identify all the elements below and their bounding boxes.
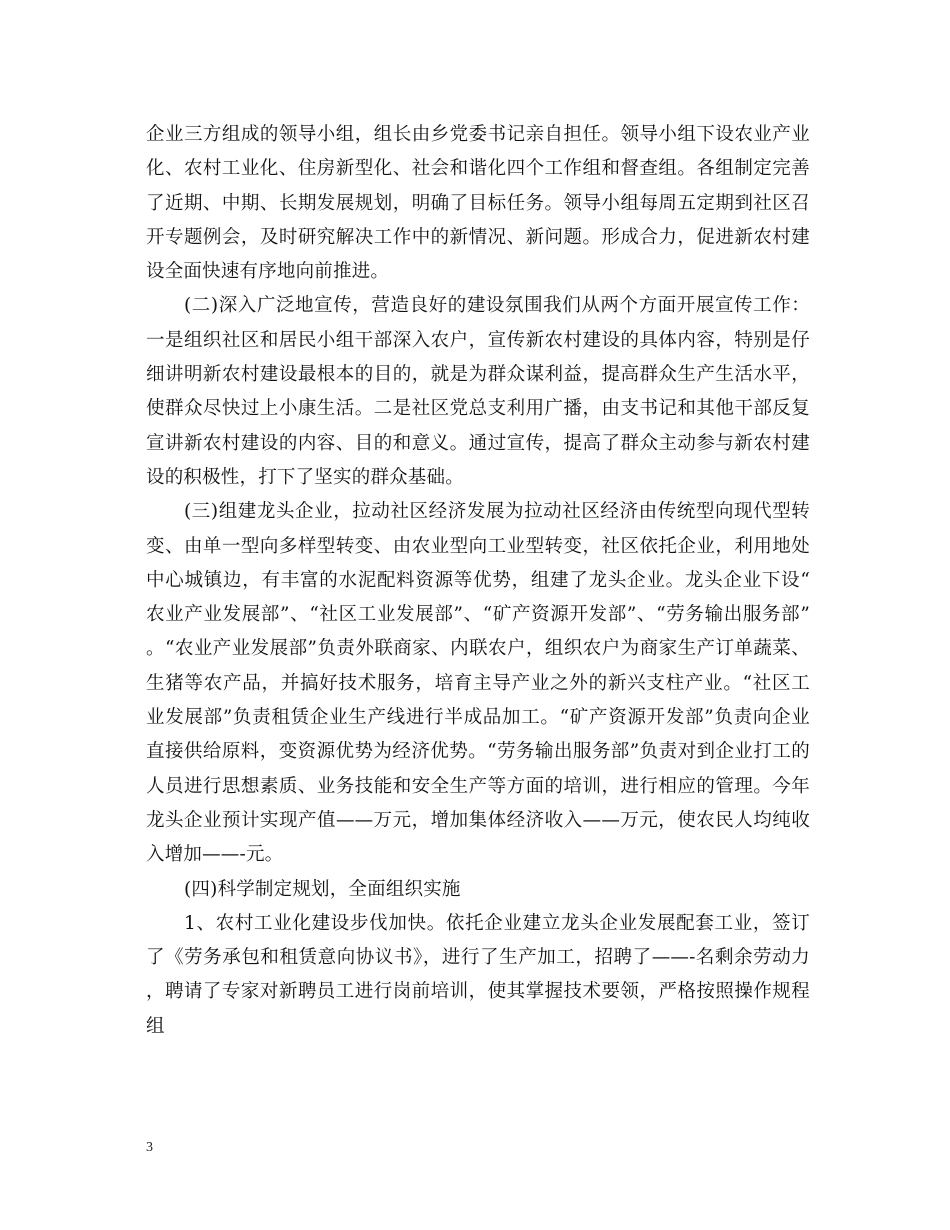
- paragraph-leading-enterprise: (三)组建龙头企业，拉动社区经济发展为拉动社区经济由传统型向现代型转变、由单一型向多样型转变、由农业型向工业型转变，社区依托企业，利用地处中心城镇边，有丰富的水泥配料资源等优势，组建了龙头企业。龙头企业下设“农业产业发展部”、“社区工业发展部”、“矿产资源开发部”、“劳务输出服务部”。“农业产业发展部”负责外联商家、内联农户，组织农户为商家生产订单蔬菜、生猪等农产品，并搞好技术服务，培育主导产业之外的新兴支柱产业。“社区工业发展部”负责租赁企业生产线进行半成品加工。“矿产资源开发部”负责向企业直接供给原料，变资源优势为经济优势。“劳务输出服务部”负责对到企业打工的人员进行思想素质、业务技能和安全生产等方面的培训，进行相应的管理。今年龙头企业预计实现产值——万元，增加集体经济收入——万元，使农民人均纯收入增加——-元。: [146, 501, 810, 866]
- paragraph-publicity: (二)深入广泛地宣传，营造良好的建设氛围我们从两个方面开展宣传工作：一是组织社区和居民小组干部深入农户，宣传新农村建设的具体内容，特别是仔细讲明新农村建设最根本的目的，就是为群众谋利益，提高群众生产生活水平，使群众尽快过上小康生活。二是社区党总支利用广播，由支书记和其他干部反复宣讲新农村建设的内容、目的和意义。通过宣传，提高了群众主动参与新农村建设的积极性，打下了坚实的群众基础。: [146, 295, 810, 488]
- paragraph-planning-heading: (四)科学制定规划，全面组织实施: [184, 878, 461, 900]
- page-number: 3: [146, 1140, 153, 1155]
- document-body: [146, 118, 810, 1044]
- paragraph-leadership-group: 企业三方组成的领导小组，组长由乡党委书记亲自担任。领导小组下设农业产业化、农村工业化、住房新型化、社会和谐化四个工作组和督查组。各组制定完善了近期、中期、长期发展规划，明确了目标任务。领导小组每周五定期到社区召开专题例会，及时研究解决工作中的新情况、新问题。形成合力，促进新农村建设全面快速有序地向前推进。: [146, 124, 810, 283]
- paragraph-industrialization: 1、农村工业化建设步伐加快。依托企业建立龙头企业发展配套工业，签订了《劳务承包和租赁意向协议书》，进行了生产加工，招聘了——-名剩余劳动力，聘请了专家对新聘员工进行岗前培训，使其掌握技术要领，严格按照操作规程组: [146, 912, 810, 1037]
